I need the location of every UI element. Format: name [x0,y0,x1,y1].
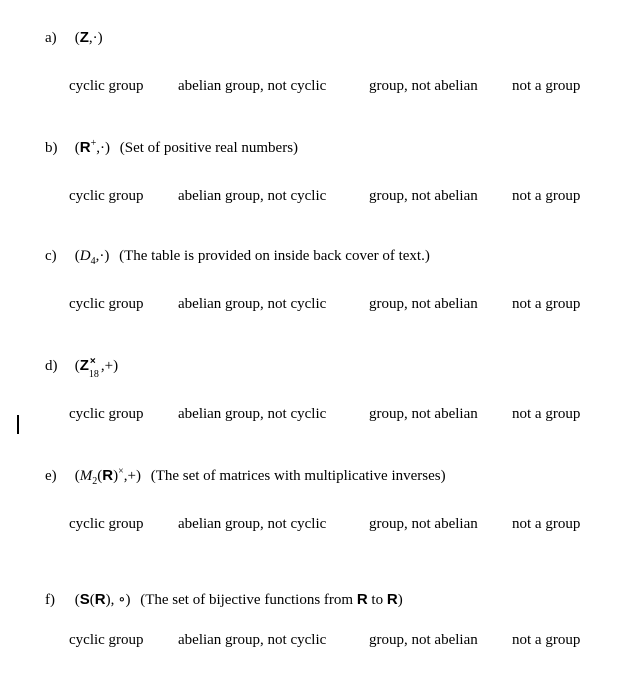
option-not-abelian[interactable]: group, not abelian [369,78,478,94]
option-cyclic[interactable]: cyclic group [69,632,144,648]
question-label: f) [45,592,55,608]
question-label: b) [45,140,58,156]
question-e [45,465,446,487]
text-cursor [17,415,19,434]
option-abelian-not-cyclic[interactable]: abelian group, not cyclic [178,632,327,648]
option-not-a-group[interactable]: not a group [512,632,581,648]
question-a [45,27,103,49]
question-label: e) [45,468,57,484]
group-expression: (Z,·) [74,29,103,46]
group-expression: (Z × 18 ,+) [74,356,119,380]
answer-options-c [0,293,625,315]
question-description: (The set of bijective functions from R to R) [140,591,403,608]
option-cyclic[interactable]: cyclic group [69,406,144,422]
option-abelian-not-cyclic[interactable]: abelian group, not cyclic [178,406,327,422]
option-not-a-group[interactable]: not a group [512,188,581,204]
option-cyclic[interactable]: cyclic group [69,78,144,94]
question-b [45,137,298,159]
option-not-abelian[interactable]: group, not abelian [369,516,478,532]
option-cyclic[interactable]: cyclic group [69,516,144,532]
problem-b [0,137,625,237]
option-not-a-group[interactable]: not a group [512,516,581,532]
problem-a [0,27,625,127]
question-f [45,589,403,611]
option-not-abelian[interactable]: group, not abelian [369,406,478,422]
option-not-abelian[interactable]: group, not abelian [369,296,478,312]
option-not-a-group[interactable]: not a group [512,406,581,422]
answer-options-f [0,629,625,651]
question-c [45,245,430,267]
group-expression: $(M_2(R)^\times,+)$ [74,466,141,487]
answer-options-b [0,185,625,207]
group-expression: (R+,·) [74,138,110,156]
problem-f [0,589,625,689]
option-cyclic[interactable]: cyclic group [69,296,144,312]
option-abelian-not-cyclic[interactable]: abelian group, not cyclic [178,296,327,312]
option-not-abelian[interactable]: group, not abelian [369,632,478,648]
problem-d [0,355,625,455]
question-label: a) [45,30,57,46]
script-stack: × 18 [88,356,99,380]
option-not-a-group[interactable]: not a group [512,296,581,312]
problem-c [0,245,625,345]
question-label: c) [45,248,57,264]
option-not-a-group[interactable]: not a group [512,78,581,94]
option-abelian-not-cyclic[interactable]: abelian group, not cyclic [178,188,327,204]
answer-options-e [0,513,625,535]
group-expression: $(D_4,\cdot)$ [74,248,110,267]
question-description: (Set of positive real numbers) [119,140,299,156]
question-description: (The set of matrices with multiplicative inverses) [150,468,446,484]
answer-options-a [0,75,625,97]
option-not-abelian[interactable]: group, not abelian [369,188,478,204]
option-abelian-not-cyclic[interactable]: abelian group, not cyclic [178,516,327,532]
problem-e [0,465,625,565]
question-label: d) [45,358,58,374]
option-abelian-not-cyclic[interactable]: abelian group, not cyclic [178,78,327,94]
answer-options-d [0,403,625,425]
option-cyclic[interactable]: cyclic group [69,188,144,204]
question-description: (The table is provided on inside back cover of text.) [119,248,430,264]
question-d [45,355,119,380]
group-expression: (S(R), ∘) [74,591,131,608]
